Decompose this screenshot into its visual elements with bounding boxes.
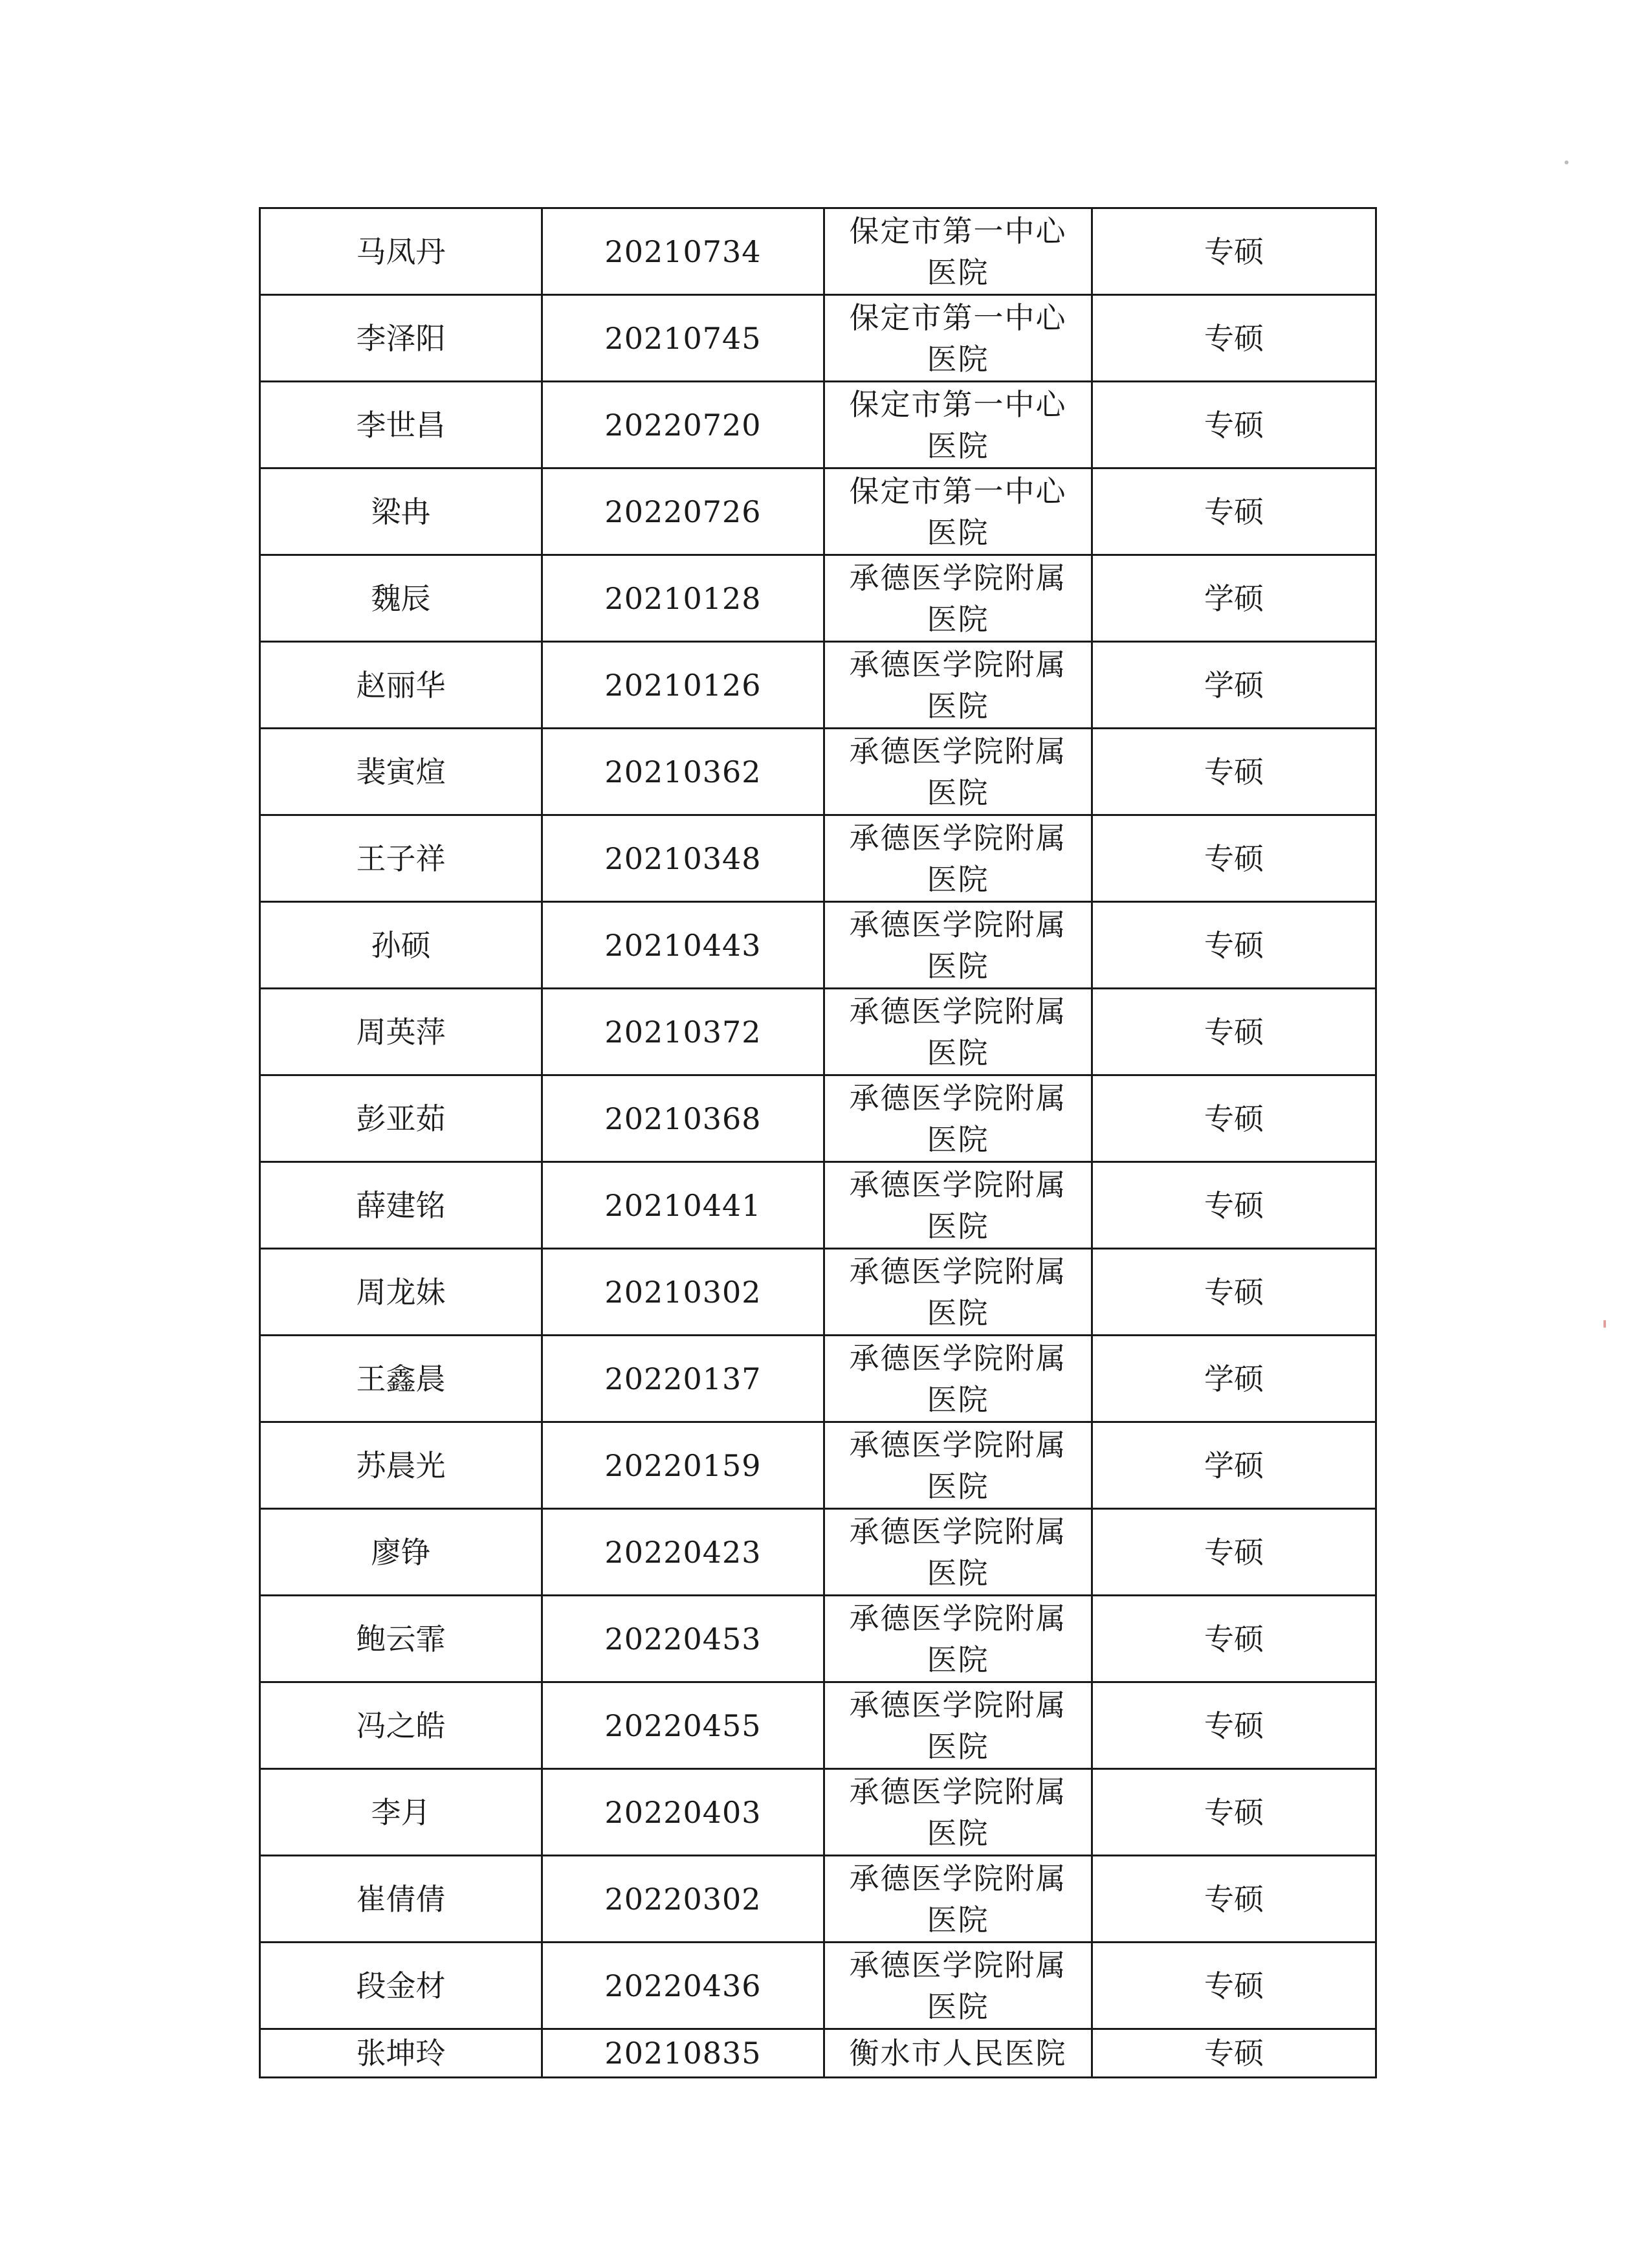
table-row [260, 1249, 1376, 1336]
cell-institution [824, 382, 1092, 468]
cell-degree-type: 专硕 [1092, 729, 1376, 815]
institution-text: 承德医学院附属医院 [849, 1340, 1067, 1417]
institution-text: 承德医学院附属医院 [849, 1514, 1067, 1591]
cell-name: 孙硕 [260, 902, 542, 989]
cell-institution [824, 1856, 1092, 1943]
table-row [260, 1075, 1376, 1162]
cell-student-id [542, 1422, 824, 1509]
institution-text: 承德医学院附属医院 [849, 1080, 1067, 1157]
cell-student-id [542, 382, 824, 468]
student-id-text: 20210128 [604, 580, 762, 616]
cell-student-id [542, 1682, 824, 1769]
cell-student-id [542, 295, 824, 382]
student-id-text: 20210368 [604, 1101, 762, 1136]
cell-degree-type: 专硕 [1092, 1856, 1376, 1943]
table-row [260, 642, 1376, 729]
table-row [260, 1422, 1376, 1509]
cell-degree-type: 专硕 [1092, 1249, 1376, 1336]
cell-degree-type: 专硕 [1092, 468, 1376, 555]
cell-institution [824, 642, 1092, 729]
cell-name: 薛建铭 [260, 1162, 542, 1249]
cell-student-id [542, 1596, 824, 1682]
cell-degree-type: 专硕 [1092, 1943, 1376, 2029]
student-id-text: 20220720 [604, 407, 762, 443]
table-row [260, 1162, 1376, 1249]
table-row [260, 1682, 1376, 1769]
cell-name: 裴寅煊 [260, 729, 542, 815]
institution-text: 承德医学院附属医院 [849, 1687, 1067, 1764]
cell-institution [824, 1509, 1092, 1596]
institution-text: 承德医学院附属医院 [849, 560, 1067, 637]
cell-degree-type: 专硕 [1092, 902, 1376, 989]
table-row [260, 295, 1376, 382]
institution-text: 承德医学院附属医院 [849, 907, 1067, 984]
scan-speck [1565, 160, 1568, 164]
cell-name: 王子祥 [260, 815, 542, 902]
cell-student-id [542, 1075, 824, 1162]
cell-institution [824, 2029, 1092, 2078]
cell-degree-type: 专硕 [1092, 1075, 1376, 1162]
cell-degree-type: 学硕 [1092, 1336, 1376, 1422]
cell-institution [824, 208, 1092, 295]
cell-name: 张坤玲 [260, 2029, 542, 2078]
cell-student-id [542, 1769, 824, 1856]
cell-degree-type: 专硕 [1092, 1162, 1376, 1249]
cell-degree-type: 专硕 [1092, 1682, 1376, 1769]
student-id-text: 20220726 [604, 494, 762, 529]
cell-student-id [542, 2029, 824, 2078]
student-id-text: 20220403 [604, 1794, 762, 1830]
cell-institution [824, 902, 1092, 989]
cell-name: 周英萍 [260, 989, 542, 1075]
table-row [260, 989, 1376, 1075]
cell-institution [824, 1422, 1092, 1509]
student-table [259, 207, 1377, 2078]
cell-institution [824, 989, 1092, 1075]
cell-institution [824, 555, 1092, 642]
table-row [260, 815, 1376, 902]
institution-text: 保定市第一中心医院 [849, 386, 1067, 463]
cell-degree-type: 专硕 [1092, 208, 1376, 295]
cell-student-id [542, 1509, 824, 1596]
student-id-text: 20210441 [604, 1187, 762, 1223]
table-row [260, 1769, 1376, 1856]
cell-name: 崔倩倩 [260, 1856, 542, 1943]
cell-name: 段金材 [260, 1943, 542, 2029]
institution-text: 保定市第一中心医院 [849, 213, 1067, 290]
student-id-text: 20210126 [604, 667, 762, 703]
scan-speck [1603, 1320, 1606, 1328]
cell-institution [824, 1336, 1092, 1422]
cell-student-id [542, 468, 824, 555]
cell-student-id [542, 208, 824, 295]
institution-text: 承德医学院附属医院 [849, 646, 1067, 723]
cell-institution [824, 1249, 1092, 1336]
cell-name: 李泽阳 [260, 295, 542, 382]
institution-text: 承德医学院附属医院 [849, 1427, 1067, 1504]
cell-student-id [542, 642, 824, 729]
cell-name: 鲍云霏 [260, 1596, 542, 1682]
cell-name: 周龙妹 [260, 1249, 542, 1336]
cell-student-id [542, 1943, 824, 2029]
cell-degree-type: 学硕 [1092, 1422, 1376, 1509]
cell-student-id [542, 902, 824, 989]
cell-student-id [542, 815, 824, 902]
cell-degree-type: 学硕 [1092, 555, 1376, 642]
cell-degree-type: 专硕 [1092, 989, 1376, 1075]
table-row [260, 902, 1376, 989]
institution-text: 承德医学院附属医院 [849, 1253, 1067, 1330]
cell-name: 梁冉 [260, 468, 542, 555]
cell-name: 王鑫晨 [260, 1336, 542, 1422]
institution-text: 衡水市人民医院 [849, 2036, 1067, 2071]
table-row [260, 208, 1376, 295]
table-row [260, 1509, 1376, 1596]
institution-text: 保定市第一中心医院 [849, 473, 1067, 550]
cell-name: 苏晨光 [260, 1422, 542, 1509]
student-id-text: 20220302 [604, 1881, 762, 1917]
student-table-body [260, 208, 1376, 2078]
table-row [260, 729, 1376, 815]
student-id-text: 20220137 [604, 1361, 762, 1396]
student-id-text: 20220159 [604, 1448, 762, 1483]
cell-student-id [542, 1249, 824, 1336]
cell-degree-type: 专硕 [1092, 2029, 1376, 2078]
cell-degree-type: 专硕 [1092, 382, 1376, 468]
student-id-text: 20220423 [604, 1534, 762, 1570]
institution-text: 承德医学院附属医院 [849, 1167, 1067, 1244]
institution-text: 承德医学院附属医院 [849, 1774, 1067, 1851]
table-row [260, 468, 1376, 555]
student-id-text: 20210348 [604, 841, 762, 876]
institution-text: 承德医学院附属医院 [849, 1860, 1067, 1937]
student-id-text: 20210734 [604, 234, 762, 269]
student-id-text: 20210362 [604, 754, 762, 789]
student-id-text: 20220455 [604, 1708, 762, 1743]
table-row [260, 382, 1376, 468]
table-row [260, 1943, 1376, 2029]
cell-name: 廖铮 [260, 1509, 542, 1596]
cell-student-id [542, 989, 824, 1075]
cell-institution [824, 815, 1092, 902]
cell-student-id [542, 1336, 824, 1422]
institution-text: 承德医学院附属医院 [849, 993, 1067, 1070]
institution-text: 承德医学院附属医院 [849, 1947, 1067, 2024]
cell-institution [824, 1682, 1092, 1769]
cell-institution [824, 729, 1092, 815]
student-id-text: 20210372 [604, 1014, 762, 1050]
cell-institution [824, 295, 1092, 382]
cell-name: 冯之皓 [260, 1682, 542, 1769]
student-id-text: 20210745 [604, 320, 762, 356]
table-row [260, 1336, 1376, 1422]
student-id-text: 20220453 [604, 1621, 762, 1657]
cell-name: 彭亚茹 [260, 1075, 542, 1162]
institution-text: 保定市第一中心医院 [849, 300, 1067, 377]
institution-text: 承德医学院附属医院 [849, 733, 1067, 810]
table-row [260, 2029, 1376, 2078]
cell-name: 李月 [260, 1769, 542, 1856]
cell-degree-type: 专硕 [1092, 1509, 1376, 1596]
cell-student-id [542, 1856, 824, 1943]
table-row [260, 555, 1376, 642]
cell-degree-type: 专硕 [1092, 295, 1376, 382]
student-id-text: 20210835 [604, 2036, 762, 2071]
table-row [260, 1596, 1376, 1682]
table-row [260, 1856, 1376, 1943]
cell-institution [824, 1943, 1092, 2029]
cell-institution [824, 1075, 1092, 1162]
student-id-text: 20210443 [604, 927, 762, 963]
cell-name: 马凤丹 [260, 208, 542, 295]
cell-name: 李世昌 [260, 382, 542, 468]
cell-degree-type: 专硕 [1092, 1596, 1376, 1682]
cell-degree-type: 学硕 [1092, 642, 1376, 729]
student-id-text: 20220436 [604, 1968, 762, 2003]
cell-student-id [542, 729, 824, 815]
institution-text: 承德医学院附属医院 [849, 1600, 1067, 1677]
cell-degree-type: 专硕 [1092, 815, 1376, 902]
cell-institution [824, 1596, 1092, 1682]
cell-student-id [542, 555, 824, 642]
cell-institution [824, 1162, 1092, 1249]
cell-student-id [542, 1162, 824, 1249]
student-id-text: 20210302 [604, 1274, 762, 1310]
cell-name: 赵丽华 [260, 642, 542, 729]
institution-text: 承德医学院附属医院 [849, 820, 1067, 897]
cell-name: 魏辰 [260, 555, 542, 642]
cell-institution [824, 1769, 1092, 1856]
cell-institution [824, 468, 1092, 555]
cell-degree-type: 专硕 [1092, 1769, 1376, 1856]
